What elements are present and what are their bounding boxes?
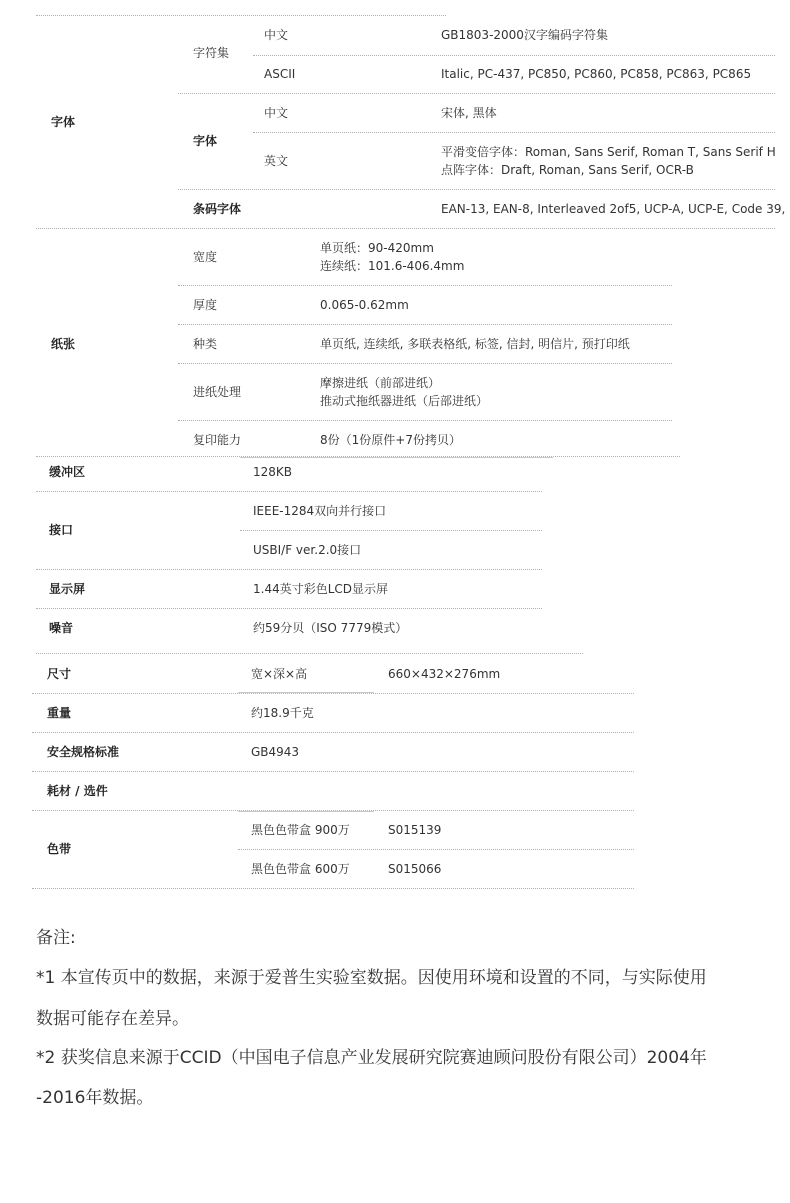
row-divider — [32, 771, 634, 772]
charset-ascii-value: Italic, PC-437, PC850, PC860, PC858, PC863, PC865 — [441, 67, 752, 81]
row-divider — [32, 693, 634, 694]
paper-copy-label: 复印能力 — [193, 433, 242, 447]
safety-value: GB4943 — [251, 745, 300, 759]
row-divider — [36, 15, 446, 16]
row-divider — [32, 732, 634, 733]
font-english-value-2: 点阵字体：Draft, Roman, Sans Serif, OCR-B — [441, 163, 694, 177]
row-divider — [238, 811, 374, 812]
paper-width-label: 宽度 — [193, 250, 218, 264]
charset-chinese-label: 中文 — [264, 28, 289, 42]
row-divider — [36, 569, 542, 570]
font-english-value-1: 平滑变倍字体：Roman, Sans Serif, Roman T, Sans Serif H — [441, 145, 776, 159]
ribbon-item-1-code: S015139 — [388, 823, 442, 837]
row-divider — [178, 324, 672, 325]
interface-value-2: USBI/F ver.2.0接口 — [253, 543, 362, 557]
row-divider — [32, 888, 634, 889]
row-divider — [253, 55, 775, 56]
buffer-value: 128KB — [253, 465, 293, 479]
paper-thickness-value: 0.065-0.62mm — [320, 298, 409, 312]
note-2-line-1: *2 获奖信息来源于CCID（中国电子信息产业发展研究院赛迪顾问股份有限公司）2004年 — [36, 1048, 707, 1068]
display-label: 显示屏 — [49, 582, 86, 596]
row-divider — [36, 491, 542, 492]
display-value: 1.44英寸彩色LCD显示屏 — [253, 582, 389, 596]
note-2-line-2: -2016年数据。 — [36, 1088, 154, 1108]
weight-value: 约18.9千克 — [251, 706, 314, 720]
paper-width-value-2: 连续纸：101.6-406.4mm — [320, 259, 465, 273]
paper-copy-value: 8份（1份原件+7份拷贝） — [320, 433, 461, 447]
paper-feed-value-2: 推动式拖纸器进纸（后部进纸） — [320, 394, 489, 408]
font-chinese-label: 中文 — [264, 106, 289, 120]
row-divider — [36, 228, 775, 229]
ribbon-item-2-code: S015066 — [388, 862, 442, 876]
charset-chinese-value: GB1803-2000汉字编码字符集 — [441, 28, 608, 42]
paper-type-value: 单页纸, 连续纸, 多联表格纸, 标签, 信封, 明信片, 预打印纸 — [320, 337, 630, 351]
size-value: 660×432×276mm — [388, 667, 501, 681]
font-english-label: 英文 — [264, 154, 289, 168]
row-divider — [240, 457, 553, 458]
charset-ascii-label: ASCII — [264, 67, 296, 81]
weight-label: 重量 — [47, 706, 72, 720]
paper-feed-value-1: 摩擦进纸（前部进纸） — [320, 376, 441, 390]
ribbon-item-2-name: 黑色色带盒 600万 — [251, 862, 350, 876]
barcode-label: 条码字体 — [193, 202, 242, 216]
paper-feed-label: 进纸处理 — [193, 385, 242, 399]
ribbon-label: 色带 — [47, 842, 72, 856]
font-label: 字体 — [193, 134, 218, 148]
size-sub-label: 宽×深×高 — [251, 667, 308, 681]
notes-heading: 备注: — [36, 928, 76, 948]
row-divider — [238, 692, 374, 693]
charset-label: 字符集 — [193, 46, 230, 60]
size-label: 尺寸 — [47, 667, 72, 681]
row-divider — [178, 420, 672, 421]
interface-value-1: IEEE-1284双向并行接口 — [253, 504, 387, 518]
paper-width-value-1: 单页纸：90-420mm — [320, 241, 434, 255]
row-divider — [178, 189, 775, 190]
note-1-line-2: 数据可能存在差异。 — [36, 1009, 189, 1029]
consumables-label: 耗材 / 选件 — [47, 784, 108, 798]
row-divider — [178, 363, 672, 364]
ribbon-item-1-name: 黑色色带盒 900万 — [251, 823, 350, 837]
row-divider — [178, 93, 775, 94]
row-divider — [36, 608, 542, 609]
row-divider — [253, 132, 775, 133]
row-divider — [240, 530, 542, 531]
row-divider — [238, 849, 634, 850]
paper-thickness-label: 厚度 — [193, 298, 218, 312]
row-divider — [178, 285, 672, 286]
paper-section-label: 纸张 — [51, 337, 76, 351]
noise-label: 噪音 — [49, 621, 74, 635]
font-section-label: 字体 — [51, 115, 76, 129]
noise-value: 约59分贝（ISO 7779模式） — [253, 621, 408, 635]
note-1-line-1: *1 本宣传页中的数据，来源于爱普生实验室数据。因使用环境和设置的不同，与实际使用 — [36, 968, 707, 988]
buffer-label: 缓冲区 — [49, 465, 86, 479]
interface-label: 接口 — [49, 523, 74, 537]
paper-type-label: 种类 — [193, 337, 218, 351]
row-divider — [36, 653, 583, 654]
font-chinese-value: 宋体, 黑体 — [441, 106, 497, 120]
safety-label: 安全规格标准 — [47, 745, 120, 759]
barcode-value: EAN-13, EAN-8, Interleaved 2of5, UCP-A, UCP-E, Code 39, — [441, 202, 786, 216]
